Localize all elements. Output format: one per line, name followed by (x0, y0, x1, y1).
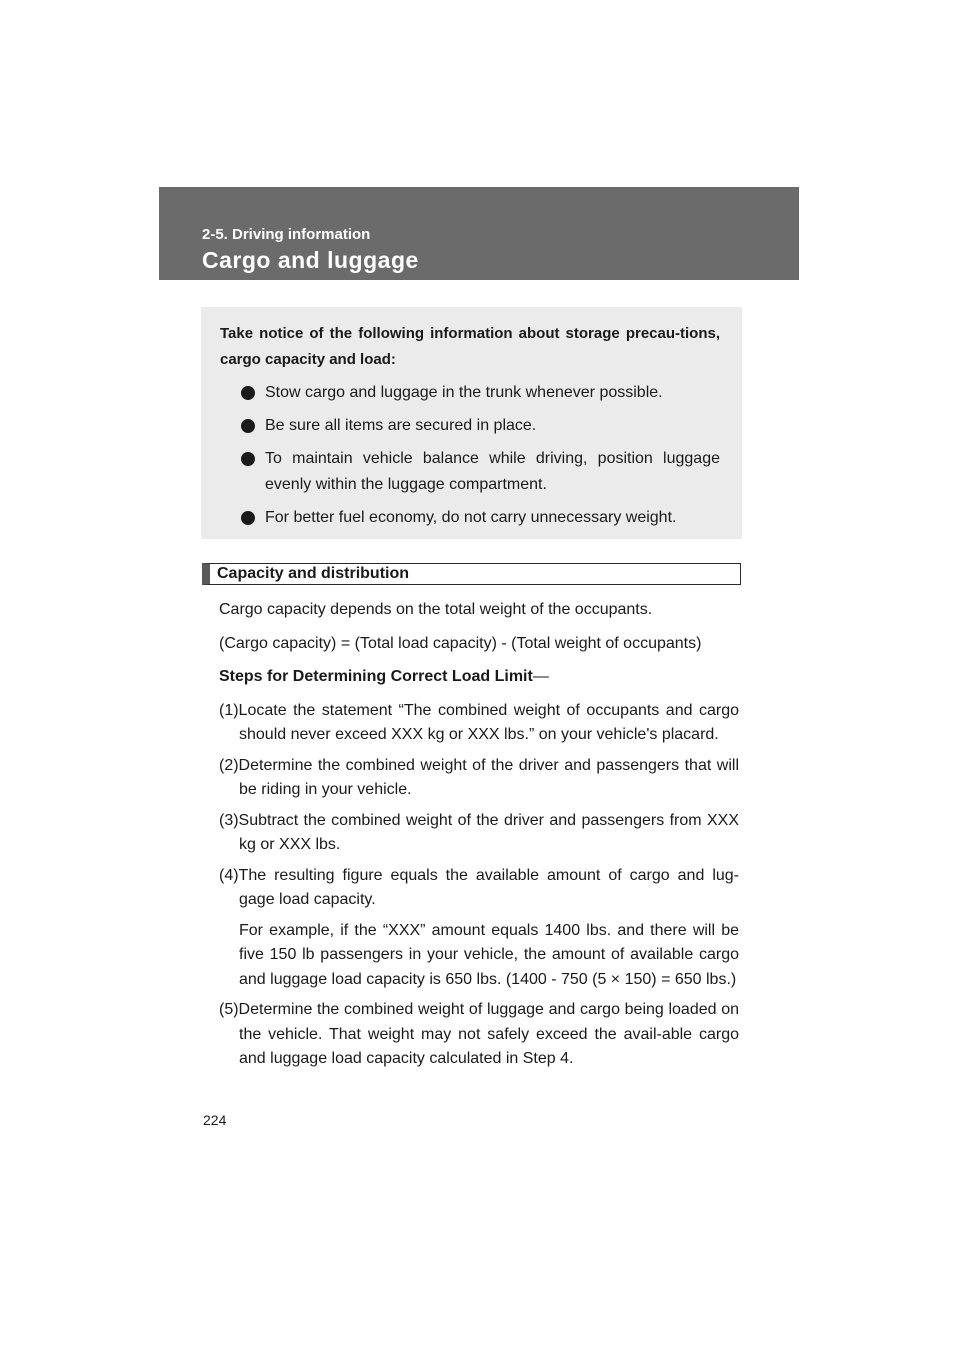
steps-heading-text: Steps for Determining Correct Load Limit (219, 668, 533, 685)
list-item (220, 505, 720, 531)
list-item (220, 446, 720, 498)
bullet-icon (241, 511, 255, 525)
step-item: (3)Subtract the combined weight of the driver and passengers from XXX kg or XXX lbs. (219, 811, 739, 853)
list-item (220, 380, 720, 406)
step-item: (1)Locate the statement “The combined weight of occupants and cargo should never exceed XXX kg or XXX lbs.” on your vehicle's placard. (219, 701, 739, 743)
bullet-text: To maintain vehicle balance while driving, position luggage evenly within the luggage compartment. (265, 450, 720, 493)
bullet-text: For better fuel economy, do not carry unnecessary weight. (265, 509, 677, 526)
paragraph: Cargo capacity depends on the total weight of the occupants. (219, 601, 653, 618)
section-heading: Capacity and distribution (202, 563, 741, 585)
bullet-text: Be sure all items are secured in place. (265, 417, 537, 434)
formula: (Cargo capacity) = (Total load capacity) - (Total weight of occupants) (219, 634, 702, 652)
list-item (220, 413, 720, 439)
bullet-icon (241, 419, 255, 433)
steps-heading (219, 665, 739, 690)
step-example: For example, if the “XXX” amount equals 1400 lbs. and there will be five 150 lb passengers in your vehicle, the amount of available cargo and luggage load capacity is 650 lbs. (1400 - 750 (5 × 150) = 650 lbs.) (239, 921, 739, 988)
body-text (219, 598, 739, 1078)
notice-box (201, 307, 742, 539)
page-number: 224 (203, 1112, 227, 1128)
step-item: (4)The resulting figure equals the available amount of cargo and lug-gage load capacity. (219, 866, 739, 908)
section-label: 2-5. Driving information (202, 226, 371, 243)
header-band (159, 187, 799, 280)
step-item: (2)Determine the combined weight of the driver and passengers that will be riding in your vehicle. (219, 756, 739, 798)
steps-heading-dash: — (532, 668, 549, 685)
notice-intro: Take notice of the following information about storage precau-tions, cargo capacity and load: (220, 325, 720, 368)
bullet-icon (241, 386, 255, 400)
step-item: (5)Determine the combined weight of luggage and cargo being loaded on the vehicle. That weight may not safely exceed the avail-able cargo and luggage load capacity calculated in Step 4. (219, 1001, 739, 1067)
bullet-text: Stow cargo and luggage in the trunk whenever possible. (265, 384, 663, 401)
bullet-icon (241, 452, 255, 466)
page-title: Cargo and luggage (202, 247, 419, 273)
